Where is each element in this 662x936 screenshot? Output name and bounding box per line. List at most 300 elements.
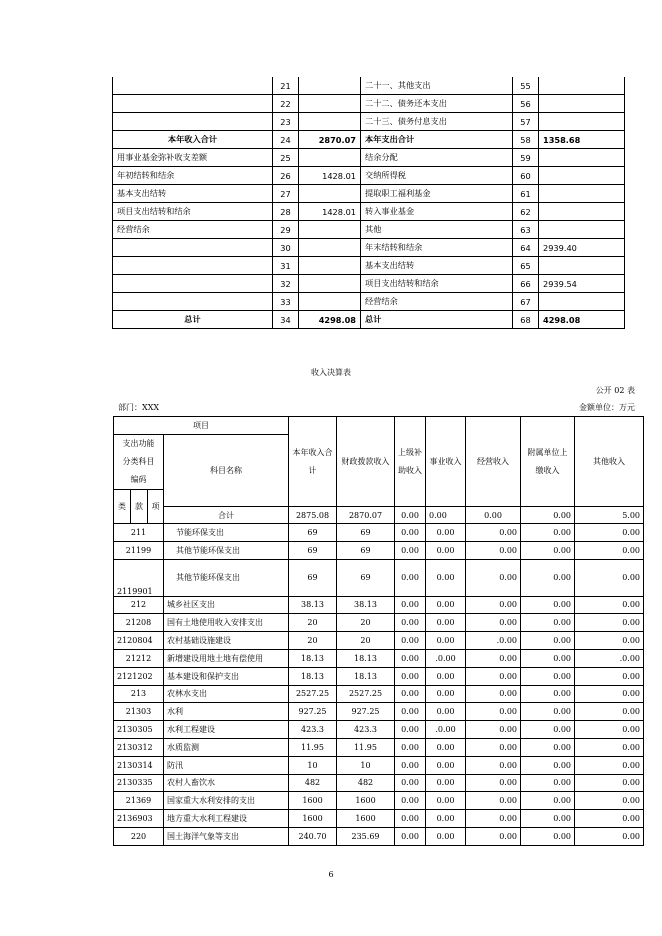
- amount-cell: 0.00: [521, 685, 575, 703]
- right-line-no: 58: [513, 131, 539, 149]
- right-item: 二十一、其他支出: [361, 77, 513, 95]
- left-amount: [299, 95, 361, 113]
- left-amount: [299, 185, 361, 203]
- amount-cell: 0.00: [575, 596, 644, 614]
- summary-table-row: [113, 77, 625, 95]
- amount-cell: 11.95: [289, 738, 337, 756]
- right-item: 其他: [361, 221, 513, 239]
- amount-cell: 240.70: [289, 827, 337, 845]
- left-line-no: 34: [273, 311, 299, 329]
- summary-table-row: [113, 113, 625, 131]
- header-xiang: 项: [148, 490, 164, 524]
- left-item: 本年收入合计: [113, 131, 273, 149]
- subject-name: 水利: [164, 703, 289, 721]
- amount-cell: .0.00: [426, 721, 466, 739]
- amount-cell: .0.00: [575, 649, 644, 667]
- right-item: 二十二、债务还本支出: [361, 95, 513, 113]
- right-line-no: 64: [513, 239, 539, 257]
- summary-value: 2875.08: [289, 507, 337, 524]
- amount-cell: 0.00: [426, 738, 466, 756]
- left-line-no: 28: [273, 203, 299, 221]
- amount-cell: 0.00: [466, 703, 521, 721]
- amount-cell: 0.00: [575, 685, 644, 703]
- right-line-no: 61: [513, 185, 539, 203]
- right-item: 本年支出合计: [361, 131, 513, 149]
- left-item: 项目支出结转和结余: [113, 203, 273, 221]
- amount-cell: 0.00: [521, 756, 575, 774]
- amount-cell: 0.00: [466, 756, 521, 774]
- amount-cell: 0.00: [395, 721, 426, 739]
- right-item: 转入事业基金: [361, 203, 513, 221]
- amount-cell: 2527.25: [289, 685, 337, 703]
- revenue-table-row: [114, 667, 644, 685]
- right-amount: [539, 293, 625, 311]
- amount-cell: 0.00: [426, 756, 466, 774]
- amount-cell: 0.00: [466, 827, 521, 845]
- left-item: [113, 293, 273, 311]
- subject-name: 水利工程建设: [164, 721, 289, 739]
- subject-code: 2130305: [114, 721, 164, 739]
- amount-cell: 0.00: [575, 738, 644, 756]
- amount-cell: 0.00: [466, 685, 521, 703]
- amount-cell: 1600: [337, 792, 395, 810]
- amount-cell: 0.00: [575, 632, 644, 650]
- subject-name: 农林水支出: [164, 685, 289, 703]
- subject-code: 212: [114, 596, 164, 614]
- amount-cell: 0.00: [426, 792, 466, 810]
- summary-table-body: [113, 77, 625, 329]
- amount-cell: 0.00: [426, 596, 466, 614]
- right-line-no: 65: [513, 257, 539, 275]
- right-amount: [539, 257, 625, 275]
- right-line-no: 63: [513, 221, 539, 239]
- summary-value: 2870.07: [337, 507, 395, 524]
- right-line-no: 55: [513, 77, 539, 95]
- summary-table-row: [113, 257, 625, 275]
- amount-cell: 0.00: [521, 541, 575, 559]
- subject-code: 211: [114, 524, 164, 542]
- subject-name: 防汛: [164, 756, 289, 774]
- amount-cell: 0.00: [395, 524, 426, 542]
- right-amount: [539, 167, 625, 185]
- amount-cell: 0.00: [521, 667, 575, 685]
- left-item: [113, 239, 273, 257]
- header-affiliated: 附属单位上缴收入: [521, 417, 575, 507]
- header-business: 事业收入: [426, 417, 466, 507]
- amount-cell: 423.3: [289, 721, 337, 739]
- right-item: 二十三、债务付息支出: [361, 113, 513, 131]
- revenue-table-row: [114, 596, 644, 614]
- amount-cell: 0.00: [426, 827, 466, 845]
- amount-cell: 0.00: [575, 721, 644, 739]
- left-item: [113, 77, 273, 95]
- amount-cell: 0.00: [575, 756, 644, 774]
- amount-cell: 0.00: [466, 524, 521, 542]
- left-amount: 1428.01: [299, 203, 361, 221]
- right-amount: [539, 113, 625, 131]
- amount-cell: 20: [337, 614, 395, 632]
- amount-cell: 69: [289, 524, 337, 542]
- left-item: [113, 95, 273, 113]
- revenue-table-row: [114, 524, 644, 542]
- subject-code: 2130335: [114, 774, 164, 792]
- amount-cell: 0.00: [426, 524, 466, 542]
- amount-cell: 0.00: [395, 774, 426, 792]
- right-item: 提取职工福利基金: [361, 185, 513, 203]
- subject-name: 水质监测: [164, 738, 289, 756]
- revenue-table-row: [114, 541, 644, 559]
- amount-cell: 0.00: [521, 524, 575, 542]
- summary-table-row: [113, 203, 625, 221]
- left-line-no: 27: [273, 185, 299, 203]
- summary-label: 合计: [164, 507, 289, 524]
- right-line-no: 66: [513, 275, 539, 293]
- header-project: 项目: [114, 417, 289, 435]
- left-line-no: 22: [273, 95, 299, 113]
- left-line-no: 32: [273, 275, 299, 293]
- amount-cell: 69: [337, 524, 395, 542]
- amount-cell: 0.00: [521, 703, 575, 721]
- amount-cell: 0.00: [521, 721, 575, 739]
- amount-cell: 69: [337, 541, 395, 559]
- summary-table-row: [113, 131, 625, 149]
- right-item: 年末结转和结余: [361, 239, 513, 257]
- revenue-table-row: [114, 632, 644, 650]
- revenue-table-body: [114, 417, 644, 846]
- amount-cell: 0.00: [521, 614, 575, 632]
- left-line-no: 29: [273, 221, 299, 239]
- amount-cell: 2527.25: [337, 685, 395, 703]
- amount-cell: 927.25: [337, 703, 395, 721]
- summary-value: 0.00: [395, 507, 426, 524]
- header-lei: 类: [114, 490, 131, 524]
- amount-cell: 0.00: [426, 559, 466, 596]
- left-amount: [299, 113, 361, 131]
- revenue-table-row: [114, 685, 644, 703]
- amount-cell: 0.00: [575, 810, 644, 828]
- header-total: 本年收入合计: [289, 417, 337, 507]
- revenue-table-row: [114, 827, 644, 845]
- summary-table-row: [113, 293, 625, 311]
- amount-cell: 0.00: [521, 596, 575, 614]
- left-amount: [299, 257, 361, 275]
- left-line-no: 24: [273, 131, 299, 149]
- right-amount: [539, 185, 625, 203]
- left-line-no: 26: [273, 167, 299, 185]
- left-amount: [299, 77, 361, 95]
- header-fiscal: 财政拨款收入: [337, 417, 395, 507]
- right-item: 经营结余: [361, 293, 513, 311]
- summary-value: 0.00: [521, 507, 575, 524]
- subject-code: 2119901: [114, 559, 164, 596]
- amount-cell: 18.13: [289, 667, 337, 685]
- amount-cell: 0.00: [521, 738, 575, 756]
- left-item: 用事业基金弥补收支差额: [113, 149, 273, 167]
- amount-cell: 0.00: [575, 827, 644, 845]
- amount-cell: 0.00: [426, 810, 466, 828]
- right-amount: [539, 149, 625, 167]
- form-code: 公开 02 表: [595, 386, 635, 395]
- subject-name: 国有土地使用收入安排支出: [164, 614, 289, 632]
- subject-name: 其他节能环保支出: [164, 559, 289, 596]
- subject-code: 2136903: [114, 810, 164, 828]
- right-line-no: 60: [513, 167, 539, 185]
- amount-cell: 0.00: [395, 541, 426, 559]
- amount-cell: 18.13: [337, 649, 395, 667]
- amount-cell: 423.3: [337, 721, 395, 739]
- revenue-table-row: [114, 649, 644, 667]
- page-number: 6: [328, 870, 334, 879]
- summary-table-row: [113, 311, 625, 329]
- amount-cell: 1600: [289, 810, 337, 828]
- left-amount: [299, 221, 361, 239]
- amount-cell: 0.00: [575, 703, 644, 721]
- amount-cell: 0.00: [521, 649, 575, 667]
- amount-cell: 0.00: [575, 614, 644, 632]
- right-item: 项目支出结转和结余: [361, 275, 513, 293]
- amount-cell: 38.13: [337, 596, 395, 614]
- amount-cell: 482: [289, 774, 337, 792]
- subject-name: 节能环保支出: [164, 524, 289, 542]
- right-line-no: 57: [513, 113, 539, 131]
- subject-name: 农村人畜饮水: [164, 774, 289, 792]
- amount-cell: 0.00: [426, 541, 466, 559]
- subject-name: 农村基础设施建设: [164, 632, 289, 650]
- income-expense-summary-table: [112, 77, 625, 329]
- amount-cell: 69: [289, 541, 337, 559]
- left-amount: 2870.07: [299, 131, 361, 149]
- revenue-table-row: [114, 774, 644, 792]
- amount-cell: 0.00: [521, 559, 575, 596]
- left-line-no: 21: [273, 77, 299, 95]
- amount-cell: 0.00: [395, 614, 426, 632]
- amount-cell: 1600: [337, 810, 395, 828]
- amount-cell: 0.00: [395, 596, 426, 614]
- amount-cell: 0.00: [426, 614, 466, 632]
- subject-name: 城乡社区支出: [164, 596, 289, 614]
- amount-cell: 0.00: [395, 649, 426, 667]
- subject-code: 2130312: [114, 738, 164, 756]
- amount-cell: 235.69: [337, 827, 395, 845]
- left-item: [113, 113, 273, 131]
- amount-cell: 0.00: [575, 792, 644, 810]
- left-amount: [299, 275, 361, 293]
- right-amount: 2939.54: [539, 275, 625, 293]
- left-amount: [299, 293, 361, 311]
- amount-cell: 0.00: [466, 810, 521, 828]
- header-operating: 经营收入: [466, 417, 521, 507]
- subject-name: 国土海洋气象等支出: [164, 827, 289, 845]
- amount-cell: 38.13: [289, 596, 337, 614]
- summary-table-row: [113, 167, 625, 185]
- amount-cell: 927.25: [289, 703, 337, 721]
- amount-cell: 0.00: [426, 632, 466, 650]
- subject-code: 21369: [114, 792, 164, 810]
- amount-cell: 0.00: [521, 810, 575, 828]
- amount-cell: 1600: [289, 792, 337, 810]
- amount-cell: 0.00: [395, 792, 426, 810]
- revenue-table-row: [114, 614, 644, 632]
- right-line-no: 67: [513, 293, 539, 311]
- amount-cell: 10: [337, 756, 395, 774]
- header-kuan: 款: [131, 490, 148, 524]
- subject-name: 地方重大水利工程建设: [164, 810, 289, 828]
- left-amount: [299, 149, 361, 167]
- amount-cell: 0.00: [575, 541, 644, 559]
- right-amount: 1358.68: [539, 131, 625, 149]
- right-amount: 2939.40: [539, 239, 625, 257]
- right-amount: 4298.08: [539, 311, 625, 329]
- right-item: 基本支出结转: [361, 257, 513, 275]
- summary-value: 0.00: [426, 507, 466, 524]
- amount-cell: 20: [289, 632, 337, 650]
- subject-name: 其他节能环保支出: [164, 541, 289, 559]
- amount-cell: 0.00: [466, 559, 521, 596]
- amount-cell: 0.00: [395, 827, 426, 845]
- header-superior: 上级补助收入: [395, 417, 426, 507]
- revenue-table-title: 收入决算表: [311, 368, 351, 377]
- summary-value: 5.00: [575, 507, 644, 524]
- subject-name: 国家重大水利安排的支出: [164, 792, 289, 810]
- right-item: 交纳所得税: [361, 167, 513, 185]
- header-subject-name: 科目名称: [164, 435, 289, 507]
- left-item: [113, 257, 273, 275]
- subject-code: 2121202: [114, 667, 164, 685]
- amount-cell: 0.00: [521, 827, 575, 845]
- right-line-no: 59: [513, 149, 539, 167]
- amount-cell: 0.00: [466, 738, 521, 756]
- amount-cell: 11.95: [337, 738, 395, 756]
- amount-cell: 0.00: [466, 721, 521, 739]
- right-amount: [539, 95, 625, 113]
- revenue-table-row: [114, 810, 644, 828]
- amount-cell: 0.00: [521, 774, 575, 792]
- summary-table-row: [113, 149, 625, 167]
- right-line-no: 56: [513, 95, 539, 113]
- left-line-no: 25: [273, 149, 299, 167]
- right-amount: [539, 221, 625, 239]
- left-item: 总计: [113, 311, 273, 329]
- revenue-table-row: [114, 738, 644, 756]
- amount-cell: 0.00: [395, 738, 426, 756]
- left-line-no: 23: [273, 113, 299, 131]
- amount-cell: 18.13: [337, 667, 395, 685]
- left-item: 经营结余: [113, 221, 273, 239]
- department-label: 部门：XXX: [118, 403, 160, 412]
- amount-cell: 0.00: [466, 774, 521, 792]
- right-amount: [539, 77, 625, 95]
- subject-code: 220: [114, 827, 164, 845]
- summary-table-row: [113, 239, 625, 257]
- amount-cell: 0.00: [466, 667, 521, 685]
- revenue-table-row: [114, 792, 644, 810]
- amount-cell: 0.00: [575, 524, 644, 542]
- amount-cell: 0.00: [466, 792, 521, 810]
- amount-cell: 0.00: [395, 703, 426, 721]
- right-item: 结余分配: [361, 149, 513, 167]
- amount-cell: 20: [337, 632, 395, 650]
- revenue-table-row: [114, 559, 644, 596]
- right-amount: [539, 203, 625, 221]
- amount-cell: 0.00: [426, 703, 466, 721]
- revenue-table-row: [114, 721, 644, 739]
- amount-cell: 0.00: [521, 792, 575, 810]
- summary-table-row: [113, 185, 625, 203]
- summary-row: [114, 507, 644, 524]
- revenue-table-row: [114, 703, 644, 721]
- amount-cell: 0.00: [395, 756, 426, 774]
- left-item: [113, 275, 273, 293]
- amount-cell: .0.00: [466, 632, 521, 650]
- amount-cell: 0.00: [395, 559, 426, 596]
- subject-name: 基本建设和保护支出: [164, 667, 289, 685]
- subject-code: 21303: [114, 703, 164, 721]
- amount-cell: 20: [289, 614, 337, 632]
- amount-cell: 0.00: [426, 667, 466, 685]
- amount-cell: 0.00: [466, 614, 521, 632]
- amount-cell: 0.00: [395, 667, 426, 685]
- subject-code: 21212: [114, 649, 164, 667]
- amount-cell: .0.00: [426, 649, 466, 667]
- amount-cell: 0.00: [426, 685, 466, 703]
- subject-code: 2120804: [114, 632, 164, 650]
- amount-cell: 0.00: [466, 541, 521, 559]
- right-item: 总计: [361, 311, 513, 329]
- amount-cell: 0.00: [426, 774, 466, 792]
- amount-cell: 0.00: [395, 685, 426, 703]
- left-line-no: 31: [273, 257, 299, 275]
- revenue-table-row: [114, 756, 644, 774]
- left-line-no: 30: [273, 239, 299, 257]
- amount-cell: 0.00: [395, 810, 426, 828]
- amount-cell: 0.00: [521, 632, 575, 650]
- summary-table-row: [113, 221, 625, 239]
- amount-cell: 0.00: [575, 559, 644, 596]
- subject-code: 213: [114, 685, 164, 703]
- left-item: 基本支出结转: [113, 185, 273, 203]
- summary-value: 0.00: [466, 507, 521, 524]
- left-amount: [299, 239, 361, 257]
- amount-cell: 0.00: [466, 649, 521, 667]
- header-code-group: 支出功能分类科目编码: [114, 435, 164, 490]
- header-row-1: [114, 417, 644, 435]
- amount-cell: 69: [289, 559, 337, 596]
- amount-cell: 18.13: [289, 649, 337, 667]
- amount-cell: 10: [289, 756, 337, 774]
- summary-table-row: [113, 275, 625, 293]
- left-line-no: 33: [273, 293, 299, 311]
- amount-cell: 0.00: [395, 632, 426, 650]
- right-line-no: 62: [513, 203, 539, 221]
- amount-cell: 482: [337, 774, 395, 792]
- amount-cell: 0.00: [575, 667, 644, 685]
- left-amount: 1428.01: [299, 167, 361, 185]
- subject-code: 21208: [114, 614, 164, 632]
- header-other: 其他收入: [575, 417, 644, 507]
- left-amount: 4298.08: [299, 311, 361, 329]
- left-item: 年初结转和结余: [113, 167, 273, 185]
- right-line-no: 68: [513, 311, 539, 329]
- revenue-final-accounts-table: [113, 416, 644, 846]
- summary-table-row: [113, 95, 625, 113]
- amount-cell: 69: [337, 559, 395, 596]
- amount-cell: 0.00: [575, 774, 644, 792]
- subject-name: 新增建设用地土地有偿使用: [164, 649, 289, 667]
- amount-cell: 0.00: [466, 596, 521, 614]
- subject-code: 2130314: [114, 756, 164, 774]
- amount-unit-label: 金额单位：万元: [579, 403, 635, 412]
- subject-code: 21199: [114, 541, 164, 559]
